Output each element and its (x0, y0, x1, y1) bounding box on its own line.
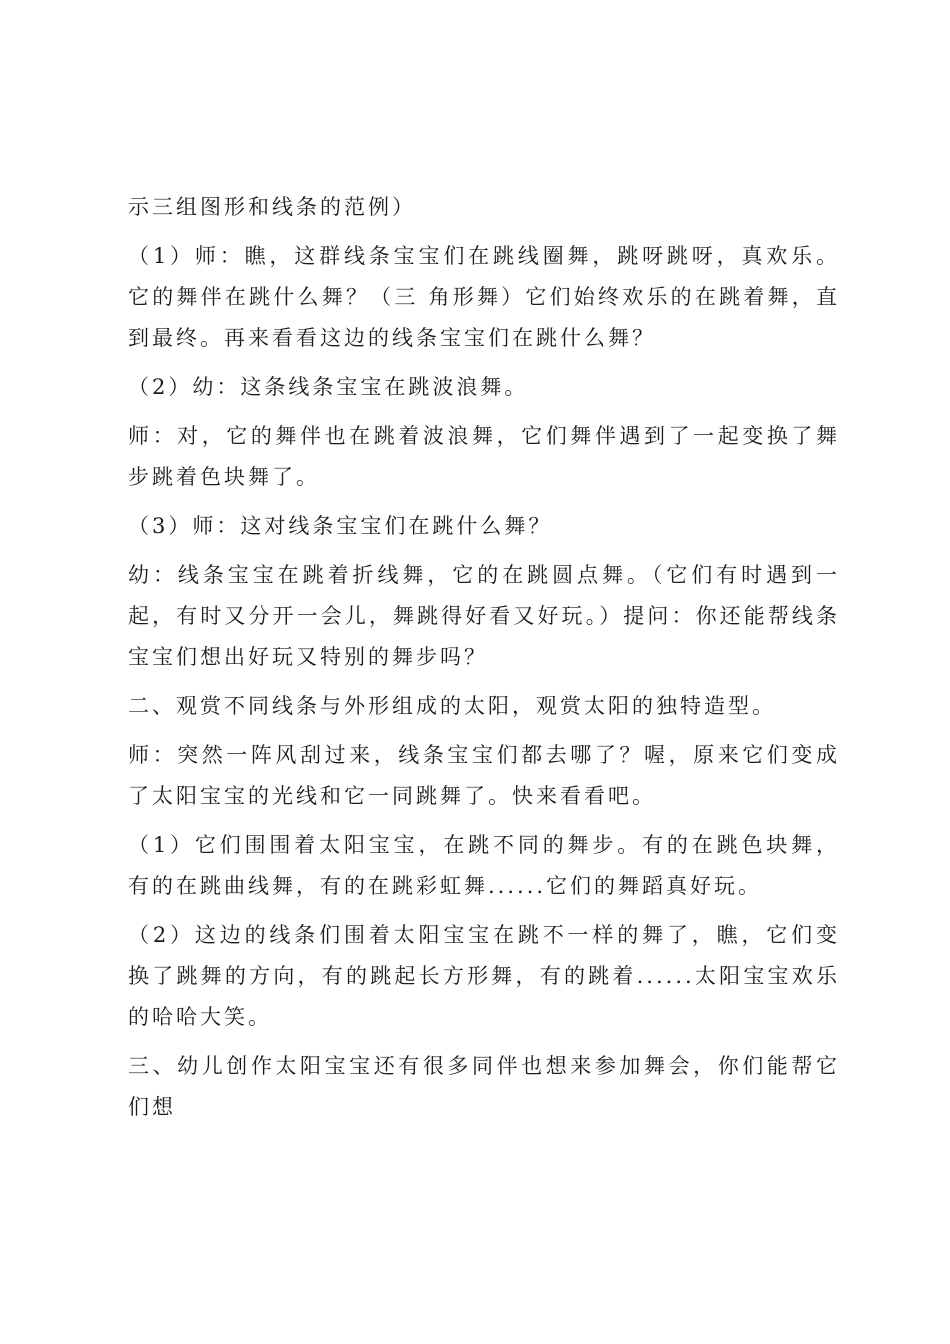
paragraph-2: （1）师：瞧，这群线条宝宝们在跳线圈舞，跳呀跳呀，真欢乐。它的舞伴在跳什么舞？（三 角形舞）它们始终欢乐的在跳着舞，直到最终。再来看看这边的线条宝宝们在跳什么舞？ (128, 244, 840, 350)
paragraph-9: （1）它们围围着太阳宝宝，在跳不同的舞步。有的在跳色块舞，有的在跳曲线舞，有的在跳彩虹舞......它们的舞蹈真好玩。 (128, 833, 840, 898)
paragraph-8: 师：突然一阵风刮过来，线条宝宝们都去哪了？喔，原来它们变成了太阳宝宝的光线和它一同跳舞了。快来看看吧。 (128, 743, 840, 808)
paragraph-3: （2）幼：这条线条宝宝在跳波浪舞。 (128, 375, 529, 399)
paragraph-11: 三、幼儿创作太阳宝宝还有很多同伴也想来参加舞会，你们能帮它们想 (128, 1054, 840, 1119)
paragraph-1: 示三组图形和线条的范例） (128, 195, 416, 219)
paragraph-5: （3）师：这对线条宝宝们在跳什么舞？ (128, 514, 553, 538)
paragraph-4: 师：对，它的舞伴也在跳着波浪舞，它们舞伴遇到了一起变换了舞步跳着色块舞了。 (128, 424, 840, 489)
paragraph-7: 二、观赏不同线条与外形组成的太阳，观赏太阳的独特造型。 (128, 694, 776, 718)
document-body (128, 187, 840, 1136)
paragraph-6: 幼：线条宝宝在跳着折线舞，它的在跳圆点舞。（它们有时遇到一起，有时又分开一会儿，舞跳得好看又好玩。）提问：你还能帮线条宝宝们想出好玩又特别的舞步吗？ (128, 563, 840, 669)
paragraph-10: （2）这边的线条们围着太阳宝宝在跳不一样的舞了，瞧，它们变换了跳舞的方向，有的跳起长方形舞，有的跳着......太阳宝宝欢乐的哈哈大笑。 (128, 923, 840, 1029)
